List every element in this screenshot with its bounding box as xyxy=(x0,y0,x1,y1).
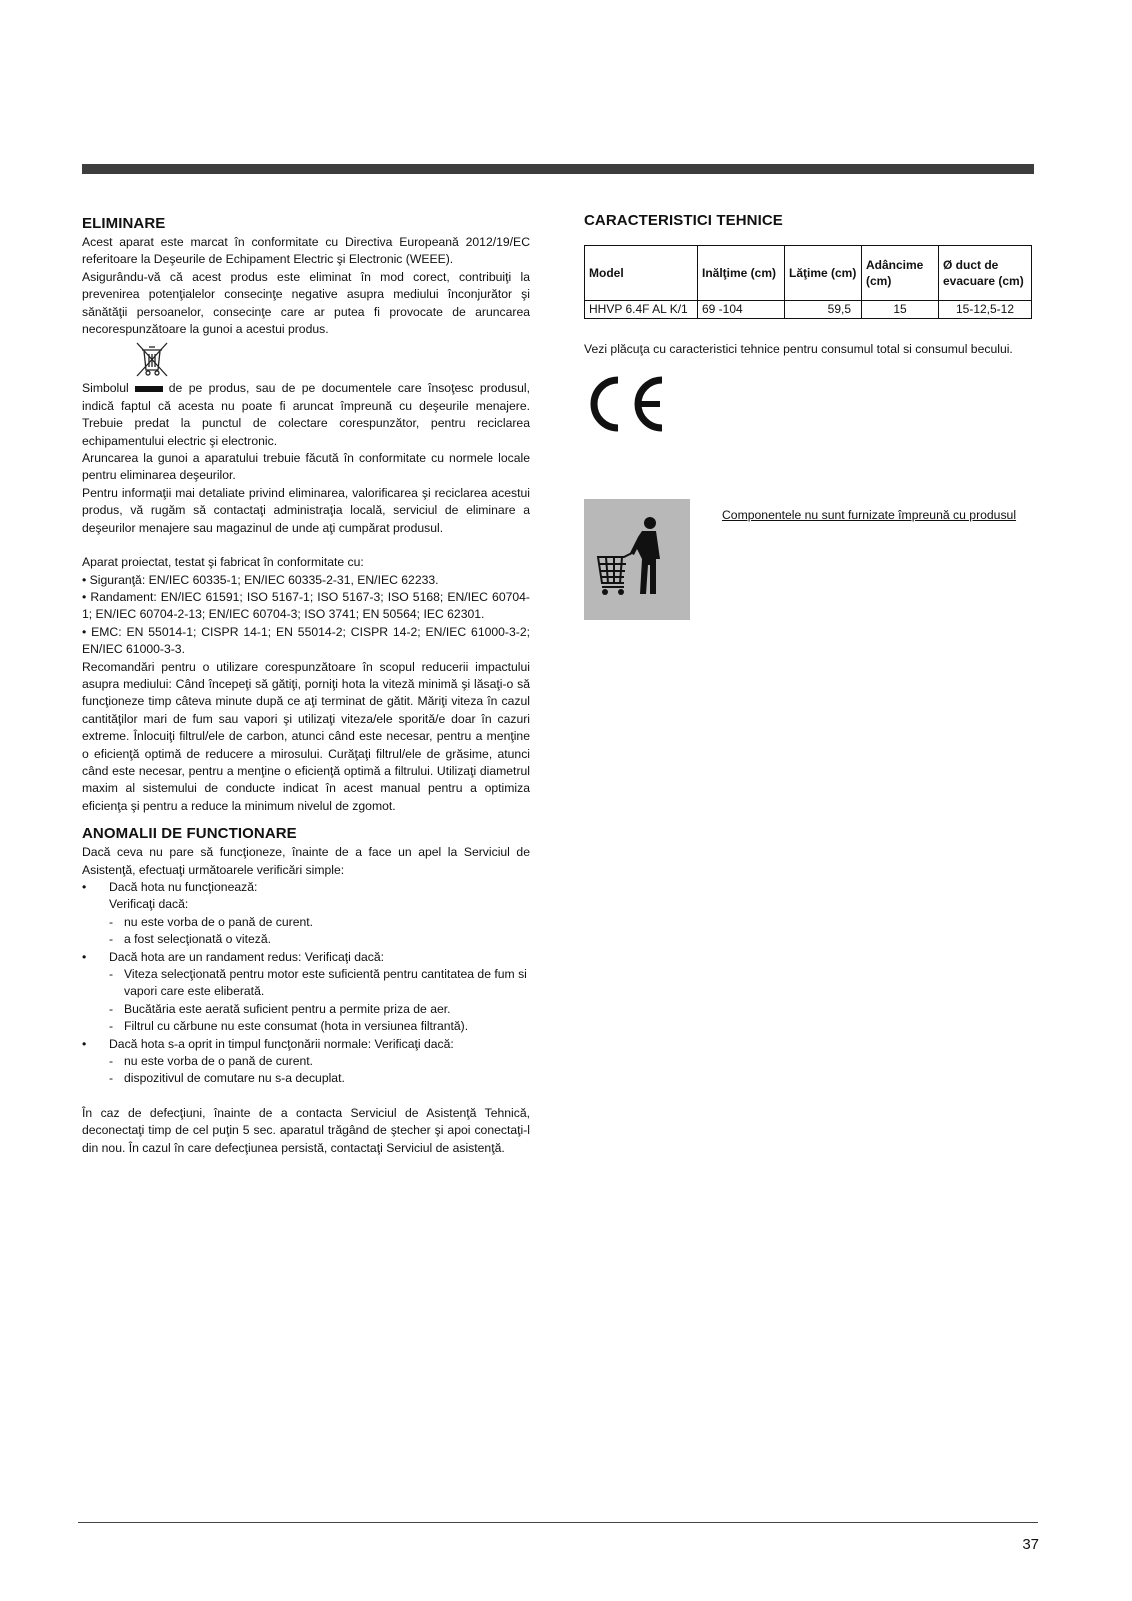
crossed-bin-icon xyxy=(134,340,170,378)
sub-list-item: - a fost selecţionată o viteză. xyxy=(109,932,272,947)
table-row xyxy=(585,301,1032,319)
list-item xyxy=(82,1036,530,1088)
bullet: • xyxy=(82,949,87,964)
ce-mark-icon xyxy=(584,372,668,436)
paragraph: • EMC: EN 55014-1; CISPR 14-1; EN 55014-2; CISPR 14-2; EN/IEC 61000-3-2; EN/IEC 61000-3-3. xyxy=(82,624,530,657)
symbol-word: Simbolul xyxy=(82,381,129,396)
list-item xyxy=(82,879,530,949)
paragraph: Aparat proiectat, testat şi fabricat în conformitate cu: xyxy=(82,555,364,570)
table-cell: 15-12,5-12 xyxy=(939,301,1032,319)
sub-list-item: - Bucătăria este aerată suficient pentru a permite priza de aer. xyxy=(109,1001,451,1016)
table-cell: 59,5 xyxy=(785,301,862,319)
consumption-note: Vezi plăcuţa cu caracteristici tehnice pentru consumul total si consumul becului. xyxy=(584,342,1013,356)
sub-list-item: - dispozitivul de comutare nu s-a decuplat. xyxy=(109,1071,345,1086)
list-item-title: Dacă hota are un randament redus: Verificaţi dacă: xyxy=(109,949,385,964)
list-item xyxy=(82,949,530,1036)
left-column xyxy=(82,215,530,1157)
paragraph: În caz de defecţiuni, înainte de a contacta Serviciul de Asistenţă Tehnică, deconectaţi timp de cel puţin 5 sec. aparatul trăgând de ştecher şi apoi conectaţi-l din nou. În cazul în care defecţiunea persistă, contactaţi Serviciul de asistenţă. xyxy=(82,1105,530,1155)
sub-list-item: - nu este vorba de o pană de curent. xyxy=(109,1054,314,1069)
spec-table xyxy=(584,245,1032,319)
list-item-subintro: Verificaţi dacă: xyxy=(109,897,189,912)
footer-rule xyxy=(78,1522,1038,1523)
sub-list-item: - Viteza selecţionată pentru motor este suficientă pentru cantitatea de fum si vapori care este eliberată. xyxy=(109,967,527,999)
paragraph: Asigurându-vă că acest produs este eliminat în mod corect, contribuiţi la prevenirea potenţialelor consecinţe negative asupra mediului înconjurător şi sănătăţii persoanelor, consecinţe care ar putea fi provocate de aruncarea necorespunzătoare la gunoi a acestui produs. xyxy=(82,269,530,337)
sub-list-item: - Filtrul cu cărbune nu este consumat (hota in versiunea filtrantă). xyxy=(109,1019,469,1034)
table-cell: HHVP 6.4F AL K/1 xyxy=(585,301,698,319)
paragraph: Acest aparat este marcat în conformitate cu Directiva Europeană 2012/19/EC referitoare la Deşeurile de Echipament Electric şi Electronic (WEEE). xyxy=(82,235,530,267)
paragraph: • Siguranţă: EN/IEC 60335-1; EN/IEC 60335-2-31, EN/IEC 62233. xyxy=(82,572,439,587)
section-heading-specs: CARACTERISTICI TEHNICE xyxy=(584,212,783,229)
sub-list-item: - nu este vorba de o pană de curent. xyxy=(109,914,314,929)
symbol-text: de pe produs, sau de pe documentele care însoţesc produsul, indică faptul că acesta nu poate fi aruncat împreună cu deşeurile menajere. Trebuie predat la punctul de colectare corespunzător, pentru reciclarea echipamentului electric şi electronic. xyxy=(82,381,530,448)
table-cell: 15 xyxy=(862,301,939,319)
right-column xyxy=(584,212,1034,522)
bullet: • xyxy=(82,1036,87,1051)
paragraph: Recomandări pentru o utilizare corespunzătoare în scopul reducerii impactului asupra mediului: Când începeţi să gătiţi, porniţi hota la viteză minimă şi lăsaţi-o să funcţioneze timp câteva minute după ce aţi terminat de gătit. Măriţi viteza în cazul cantităţilor mari de fum sau vapori şi utilizaţi viteza/ele sporită/e doar în cazuri extreme. Înlocuiţi filtrul/ele de carbon, atunci când este necesar, pentru a menţine o eficienţă optimă de reducere a mirosului. Curăţaţi filtrul/ele de grăsime, atunci când este necesar, pentru a menţine o eficienţă optimă a filtrului. Utilizaţi diametrul maxim al sistemului de conducte indicat în acest manual pentru a optimiza eficienţa şi pentru a reduce la minimum nivelul de zgomot. xyxy=(82,659,530,813)
table-cell: 69 -104 xyxy=(698,301,785,319)
weee-symbol-block xyxy=(82,338,530,380)
column-header: Adâncime (cm) xyxy=(862,246,939,301)
shopping-cart-icon xyxy=(584,499,690,620)
column-header: Model xyxy=(585,246,698,301)
paragraph: Aruncarea la gunoi a aparatului trebuie făcută în conformitate cu normele locale pentru eliminarea deşeurilor. xyxy=(82,451,530,483)
checks-list xyxy=(82,879,530,1088)
page-number: 37 xyxy=(1022,1536,1039,1553)
column-header: Inălţime (cm) xyxy=(698,246,785,301)
paragraph: Pentru informaţii mai detaliate privind eliminarea, valorificarea şi reciclarea acestui produs, vă rugăm să contactaţi administraţia locală, serviciul de eliminare a deşeurilor menajere sau magazinul de unde aţi cumpărat produsul. xyxy=(82,485,530,535)
paragraph: Dacă ceva nu pare să funcţioneze, înainte de a face un apel la Serviciul de Asistenţă, efectuaţi următoarele verificări simple: xyxy=(82,845,530,877)
table-header-row xyxy=(585,246,1032,301)
bullet: • xyxy=(82,880,87,894)
components-note: Componentele nu sunt furnizate împreună cu produsul xyxy=(722,508,1017,522)
column-header: Ø duct de evacuare (cm) xyxy=(939,246,1032,301)
paragraph: • Randament: EN/IEC 61591; ISO 5167-1; ISO 5167-3; ISO 5168; EN/IEC 60704-1; EN/IEC 60704-2-13; EN/IEC 60704-3; ISO 3741; EN 50564; IEC 62301. xyxy=(82,589,530,622)
list-item-title: Dacă hota nu funcţionează: xyxy=(109,880,258,894)
column-header: Lăţime (cm) xyxy=(785,246,862,301)
list-item-title: Dacă hota s-a oprit in timpul funcţonării normale: Verificaţi dacă: xyxy=(109,1036,454,1051)
header-rule xyxy=(82,164,1034,174)
bar-symbol xyxy=(135,386,163,392)
section-heading-anomalii: ANOMALII DE FUNCTIONARE xyxy=(82,825,297,843)
section-heading-eliminare: ELIMINARE xyxy=(82,215,166,232)
paragraph-symbol xyxy=(82,380,530,450)
